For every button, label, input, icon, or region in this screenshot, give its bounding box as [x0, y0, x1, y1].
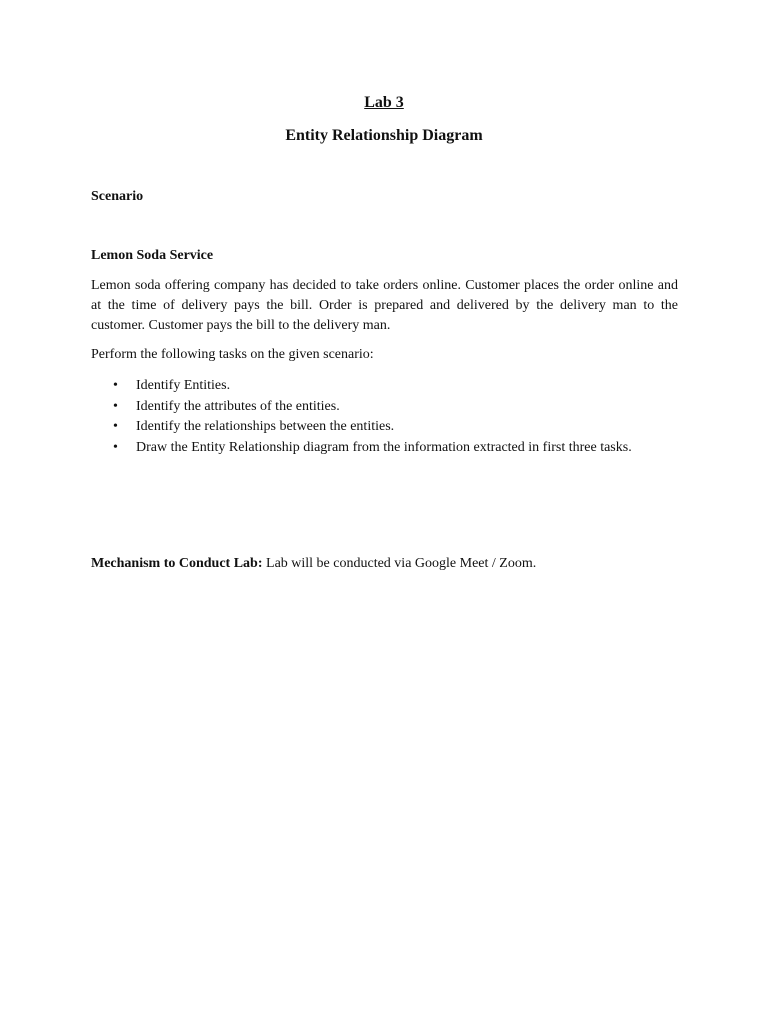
task-list	[91, 376, 691, 458]
task-text: Draw the Entity Relationship diagram from the information extracted in first three tasks.	[136, 439, 632, 455]
task-instruction: Perform the following tasks on the given scenario:	[91, 347, 374, 362]
task-text: Identify Entities.	[136, 378, 231, 393]
task-text: Identify the attributes of the entities.	[136, 398, 340, 414]
mechanism-label: Mechanism to Conduct Lab:	[91, 556, 263, 571]
bullet-icon: •	[113, 439, 118, 455]
mechanism-line	[91, 556, 711, 572]
bullet-icon: •	[113, 398, 118, 414]
bullet-icon: •	[113, 419, 118, 434]
lab-number-heading: Lab 3	[364, 94, 404, 111]
bullet-icon: •	[113, 378, 118, 393]
list-item	[91, 438, 691, 459]
scenario-heading: Scenario	[91, 189, 144, 204]
document-title: Entity Relationship Diagram	[285, 127, 483, 144]
mechanism-text: Lab will be conducted via Google Meet / Zoom.	[262, 556, 537, 571]
scenario-paragraph: Lemon soda offering company has decided to take orders online. Customer places the order online and at the time of delivery pays the bill. Order is prepared and delivered by the delivery man to the customer. Customer pays the bill to the delivery man.	[91, 278, 678, 333]
list-item	[91, 397, 691, 418]
list-item	[91, 376, 691, 397]
list-item	[91, 417, 691, 438]
service-title: Lemon Soda Service	[91, 248, 214, 263]
task-text: Identify the relationships between the entities.	[136, 419, 395, 434]
